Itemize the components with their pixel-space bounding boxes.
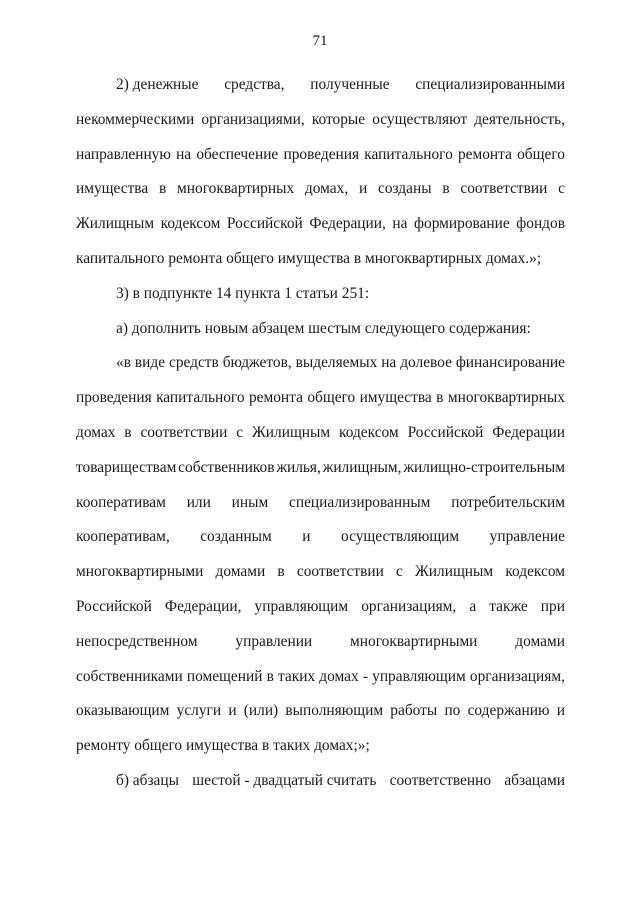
text-word: соответствии [140,423,228,441]
text-line: а) дополнить новым абзацем шестым следующего содержания: [116,319,531,337]
text-word: Федерации, [164,597,242,615]
text-word: долевое [400,354,452,372]
text-line [76,103,565,138]
text-word: в [158,180,167,198]
text-word: управлении [235,632,313,650]
text-word: специализированными [415,76,565,93]
text-word: непосредственном [76,632,198,650]
text-line [76,381,565,416]
text-word: Жилищным [252,423,331,441]
text-word: по [444,702,461,720]
text-word: осуществляют [372,110,468,128]
text-word: домами [515,632,565,650]
text-word: обеспечение [196,145,279,163]
text-word: жилищно-строительным [403,458,565,476]
text-word: оказывающим [76,702,170,720]
text-word: домах [76,423,116,441]
text-word: также [489,597,528,615]
text-word: товариществам [76,458,177,476]
text-word: управление [489,528,565,546]
text-word: или [186,493,211,511]
text-word: на [176,145,192,163]
text-word: имущества [359,389,432,407]
text-line [76,660,565,695]
text-word: (или) [243,702,279,720]
text-word: ремонта [457,145,512,163]
text-word: - [362,667,368,685]
text-word: и [228,702,237,720]
text-word: полученные [310,76,390,93]
text-word: кооперативам [76,493,166,511]
text-line [76,555,565,590]
text-word: созданным [200,528,272,546]
text-word: деятельность, [474,110,565,128]
text-word: некоммерческими [76,110,195,128]
text-word: средства, [224,76,285,93]
text-line [76,694,565,729]
text-word: собственников [178,458,275,476]
text-line [76,68,565,103]
text-line: капитального ремонта общего имущества в многоквартирных домах.»; [76,249,542,267]
text-word: помещений [186,667,263,685]
text-word: управляющим [372,667,466,685]
text-word: финансирование [455,354,565,372]
text-word: иным [231,493,269,511]
text-word: созданы [377,180,432,198]
text-word: на [381,354,397,372]
text-word: шестой - двадцатый считать [192,771,377,789]
text-word: имущества [76,180,149,198]
text-word: многоквартирных [447,389,565,407]
text-word: в [266,667,274,685]
text-word: управляющим [254,597,349,615]
text-line [76,590,565,625]
text-word: выделяемых [295,354,378,372]
text-word: проведения [283,145,360,163]
text-word: работы [390,702,438,720]
text-line: 3) в подпункте 14 пункта 1 статьи 251: [116,284,370,302]
text-word: Российской [76,597,152,615]
text-word: 2) денежные [116,76,199,93]
text-word: осуществляющим [340,528,460,546]
text-line [76,520,565,555]
text-word: жилищным, [322,458,402,476]
text-word: б) абзацы [116,771,179,789]
text-line [76,416,565,451]
text-word: соответствии [296,563,384,581]
text-word: Жилищным [76,215,155,233]
text-word: в [277,563,285,581]
text-word: общего [517,145,565,163]
text-word: общего [307,389,356,407]
text-word: бюджетов, [222,354,292,372]
text-word: специализированным [289,493,431,511]
text-word: и [358,180,368,198]
text-word: жилья, [276,458,321,476]
text-word: капитального [156,389,245,407]
text-word: кодексом [339,423,399,441]
text-line [76,764,565,799]
text-word: формирование [414,215,510,233]
text-word: содержанию [467,702,550,720]
text-word: домами [215,563,266,581]
text-word: проведения [76,389,152,407]
text-word: таких [278,667,316,685]
text-word: домах, [304,180,349,198]
text-word: виде [134,354,166,372]
text-word: направленную [76,145,171,163]
text-word: потребительским [451,493,565,511]
text-word: в [442,180,450,198]
text-word: ремонта [248,389,303,407]
text-word: в [124,423,132,441]
text-word: и [302,528,311,546]
text-word: многоквартирных [177,180,295,198]
text-word: организациями, [201,110,305,128]
text-word: соответственно [389,771,492,789]
text-word: организациям, [469,667,565,685]
text-word: собственниками [76,667,183,685]
text-word: кодексом [160,215,221,233]
text-word: Российской [407,423,484,441]
text-word: выполняющим [285,702,384,720]
text-word: Жилищным [415,563,494,581]
text-word: кодексом [505,563,565,581]
text-word: абзацами [504,771,565,789]
text-word: и [556,702,565,720]
text-word: фондов [516,215,565,233]
text-word: организациям, [361,597,457,615]
text-line [76,172,565,207]
text-word: при [540,597,565,615]
text-word: Федерации, [309,215,386,233]
text-word: а [469,597,477,615]
text-word: соответствии [460,180,548,198]
text-line [76,207,565,242]
text-line [76,625,565,660]
text-word: капитального [364,145,453,163]
page-number: 71 [312,33,328,49]
text-line [76,486,565,521]
text-word: «в [116,354,131,372]
text-line [76,451,565,486]
text-word: средств [168,354,219,372]
text-word: с [236,423,244,441]
text-word: на [392,215,408,233]
text-word: Российской [226,215,303,233]
text-line [76,346,565,381]
text-word: многоквартирными [350,632,478,650]
text-line [76,138,565,173]
text-line: ремонту общего имущества в таких домах;»; [76,737,370,755]
text-word: домах [319,667,359,685]
document-body [76,68,565,799]
text-word: в [436,389,444,407]
text-word: многоквартирными [76,563,204,581]
text-word: с [558,180,565,198]
text-word: кооперативам, [76,528,170,546]
text-word: которые [311,110,366,128]
text-word: услуги [176,702,222,720]
text-word: Федерации [492,423,565,441]
text-word: с [396,563,403,581]
